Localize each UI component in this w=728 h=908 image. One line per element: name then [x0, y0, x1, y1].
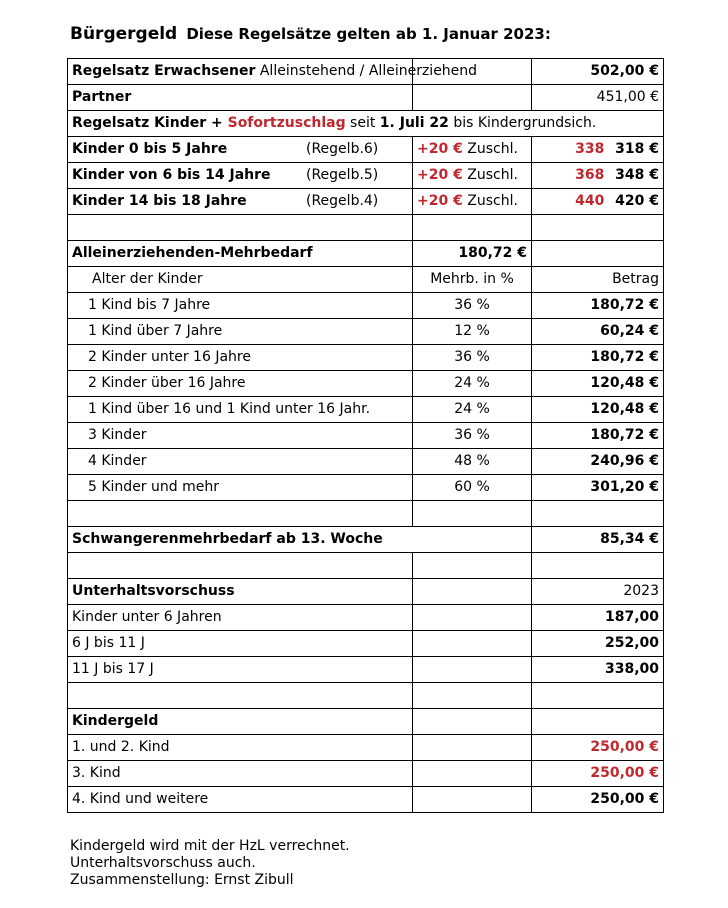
col-pct: Mehrb. in % — [413, 267, 532, 293]
child-values: 440 420 € — [532, 189, 664, 215]
table-row: 2 Kinder über 16 Jahre 24 % 120,48 € — [68, 371, 664, 397]
row-schwanger — [68, 527, 664, 553]
table-row: 4. Kind und weitere 250,00 € — [68, 787, 664, 813]
unterhalt-year: 2023 — [532, 579, 664, 605]
row-adult — [68, 59, 664, 85]
footer-line: Zusammenstellung: Ernst Zibull — [70, 872, 294, 888]
child-regelb: (Regelb.6) — [306, 141, 379, 157]
table-row: 1. und 2. Kind 250,00 € — [68, 735, 664, 761]
unterhalt-title: Unterhaltsvorschuss — [68, 579, 413, 605]
row-mehrbedarf-title — [68, 241, 664, 267]
row-child-0 — [68, 137, 664, 163]
table-row: 1 Kind über 16 und 1 Kind unter 16 Jahr. 24 % 120,48 € — [68, 397, 664, 423]
child-label: Kinder 14 bis 18 Jahre — [72, 193, 247, 209]
child-zuschlag: +20 € Zuschl. — [413, 189, 532, 215]
heading-main: Bürgergeld — [70, 24, 178, 44]
row-empty — [68, 553, 664, 579]
partner-label: Partner — [68, 85, 413, 111]
adult-label: Regelsatz Erwachsener Alleinstehend / Alleinerziehend — [68, 59, 413, 85]
children-header: Regelsatz Kinder + Sofortzuschlag seit 1. Juli 22 bis Kindergrundsich. — [68, 111, 664, 137]
row-empty — [68, 501, 664, 527]
child-label: Kinder 0 bis 5 Jahre — [72, 141, 228, 157]
table-row: 3 Kinder 36 % 180,72 € — [68, 423, 664, 449]
footer-line: Unterhaltsvorschuss auch. — [70, 855, 256, 871]
child-values: 338 318 € — [532, 137, 664, 163]
child-zuschlag: +20 € Zuschl. — [413, 137, 532, 163]
table-row: Kinder unter 6 Jahren 187,00 — [68, 605, 664, 631]
table-row: 11 J bis 17 J 338,00 — [68, 657, 664, 683]
row-children-header — [68, 111, 664, 137]
child-regelb: (Regelb.5) — [306, 167, 379, 183]
table-row: 2 Kinder unter 16 Jahre 36 % 180,72 € — [68, 345, 664, 371]
table-row: 6 J bis 11 J 252,00 — [68, 631, 664, 657]
row-empty — [68, 215, 664, 241]
footer-notes — [70, 838, 350, 889]
row-empty — [68, 683, 664, 709]
table-row: 4 Kinder 48 % 240,96 € — [68, 449, 664, 475]
col-amount: Betrag — [532, 267, 664, 293]
table-row: 5 Kinder und mehr 60 % 301,20 € — [68, 475, 664, 501]
partner-value: 451,00 € — [532, 85, 664, 111]
row-child-2 — [68, 189, 664, 215]
adult-value: 502,00 € — [532, 59, 664, 85]
heading-sub: Diese Regelsätze gelten ab 1. Januar 2023: — [186, 25, 551, 43]
col-age: Alter der Kinder — [68, 267, 413, 293]
kindergeld-title: Kindergeld — [68, 709, 413, 735]
row-partner — [68, 85, 664, 111]
page-heading — [70, 24, 551, 44]
row-child-1 — [68, 163, 664, 189]
child-zuschlag: +20 € Zuschl. — [413, 163, 532, 189]
rates-table — [67, 58, 664, 813]
child-regelb: (Regelb.4) — [306, 193, 379, 209]
row-kindergeld-title — [68, 709, 664, 735]
child-values: 368 348 € — [532, 163, 664, 189]
row-unterhalt-title — [68, 579, 664, 605]
table-row: 1 Kind bis 7 Jahre 36 % 180,72 € — [68, 293, 664, 319]
table-row: 1 Kind über 7 Jahre 12 % 60,24 € — [68, 319, 664, 345]
schwanger-value: 85,34 € — [532, 527, 664, 553]
mehrbedarf-total: 180,72 € — [413, 241, 532, 267]
row-mehrbedarf-header — [68, 267, 664, 293]
mehrbedarf-title: Alleinerziehenden-Mehrbedarf — [68, 241, 413, 267]
footer-line: Kindergeld wird mit der HzL verrechnet. — [70, 838, 350, 854]
schwanger-label: Schwangerenmehrbedarf ab 13. Woche — [68, 527, 413, 553]
table-row: 3. Kind 250,00 € — [68, 761, 664, 787]
child-label: Kinder von 6 bis 14 Jahre — [72, 167, 271, 183]
